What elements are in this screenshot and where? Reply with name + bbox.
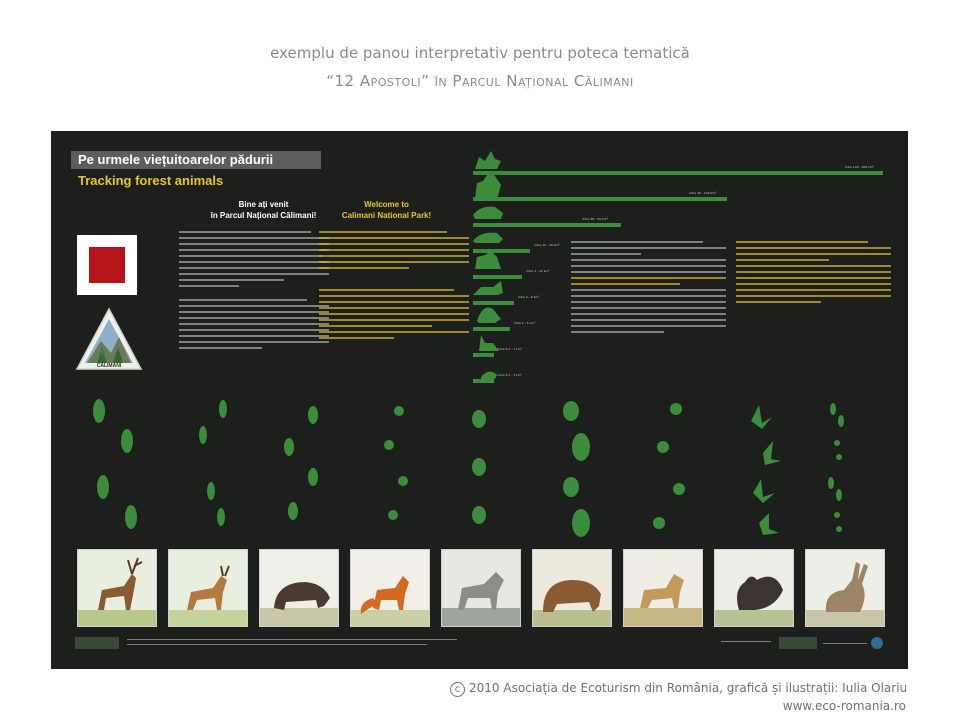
territory-bar bbox=[473, 379, 494, 383]
territory-label: între 100 - 200 km² bbox=[845, 165, 875, 169]
territory-label: între 0,5 - 1 km² bbox=[497, 373, 522, 377]
territory-label: între 2 - 6 km² bbox=[518, 295, 540, 299]
small-animal-silhouette-icon bbox=[481, 371, 497, 379]
territory-bar bbox=[473, 353, 494, 357]
territory-bar bbox=[473, 223, 621, 227]
header-line-2: “12 Apostoli” în Parcul Național Călimani bbox=[326, 72, 634, 90]
red-square-icon bbox=[89, 247, 125, 283]
illustration-fox bbox=[350, 549, 430, 627]
capercaillie-track-icon bbox=[751, 405, 781, 535]
lynx-track-icon bbox=[653, 403, 685, 529]
panel-title-en: Tracking forest animals bbox=[78, 173, 224, 188]
park-logo bbox=[75, 307, 143, 375]
illustration-bear bbox=[532, 549, 612, 627]
welcome-en-line-2: Calimani National Park! bbox=[341, 211, 432, 220]
fox-track-icon bbox=[384, 406, 408, 520]
illustration-capercaillie bbox=[714, 549, 794, 627]
wolf-track-icon bbox=[472, 410, 486, 524]
logo-text: CĂLIMANI bbox=[96, 363, 122, 369]
bear-silhouette-icon bbox=[473, 207, 503, 219]
illustration-wolf bbox=[441, 549, 521, 627]
hare-track-icon bbox=[828, 403, 844, 532]
text-column-territory-ro bbox=[571, 241, 726, 381]
territory-bar bbox=[473, 275, 522, 279]
red-deer-track-icon bbox=[93, 399, 137, 529]
capercaillie-silhouette-icon bbox=[477, 308, 501, 324]
animal-tracks bbox=[51, 391, 908, 541]
territory-bar bbox=[473, 249, 530, 253]
trail-marker bbox=[77, 235, 137, 295]
territory-bar bbox=[473, 171, 883, 175]
header-line-1: exemplu de panou interpretativ pentru poteca tematică bbox=[270, 44, 690, 62]
territory-bar bbox=[473, 197, 727, 201]
territory-label: între 30 - 50 km² bbox=[582, 217, 608, 221]
deer-silhouette-icon bbox=[475, 173, 501, 199]
globe-icon bbox=[871, 637, 883, 649]
text-column-en bbox=[319, 231, 469, 381]
hare-silhouette-icon bbox=[479, 335, 499, 351]
territory-label: între 40 - 120 km² bbox=[689, 191, 717, 195]
website-link[interactable]: www.eco-romania.ro bbox=[782, 699, 906, 713]
territory-bar bbox=[473, 301, 514, 305]
illustration-roe-deer bbox=[168, 549, 248, 627]
illustration-lynx bbox=[623, 549, 703, 627]
boar-silhouette-icon bbox=[473, 233, 503, 243]
illustration-hare bbox=[805, 549, 885, 627]
eco-logo bbox=[779, 637, 817, 649]
welcome-ro-line-1: Bine ați venit bbox=[238, 200, 289, 209]
illustration-wild-boar bbox=[259, 549, 339, 627]
copyright-text: 2010 Asociația de Ecoturism din România, grafică și ilustrații: Iulia Olariu bbox=[469, 681, 908, 695]
territory-bar bbox=[473, 327, 510, 331]
welcome-en bbox=[319, 199, 454, 221]
wolf-silhouette-icon bbox=[475, 151, 501, 169]
text-column-ro bbox=[179, 231, 329, 381]
text-column-territory-en bbox=[736, 241, 891, 381]
sponsor-logo bbox=[75, 637, 119, 649]
welcome-ro-line-2: în Parcul Național Călimani! bbox=[210, 211, 317, 220]
territory-label: între 10 - 20 km² bbox=[534, 243, 560, 247]
welcome-en-line-1: Welcome to bbox=[364, 200, 409, 209]
territory-label: între 0,5 - 1 km² bbox=[497, 347, 522, 351]
bear-track-icon bbox=[563, 401, 590, 537]
copyright-icon: c bbox=[450, 682, 465, 697]
welcome-ro bbox=[196, 199, 331, 221]
copyright bbox=[450, 681, 907, 697]
wild-boar-track-icon bbox=[284, 406, 318, 520]
fox-silhouette-icon bbox=[473, 281, 503, 295]
illustration-red-deer bbox=[77, 549, 157, 627]
interpretive-panel bbox=[51, 131, 908, 669]
panel-footer bbox=[71, 633, 888, 653]
panel-title-ro: Pe urmele viețuitoarelor pădurii bbox=[78, 152, 274, 167]
territory-label: între 3 - 10 km² bbox=[526, 269, 550, 273]
lynx-silhouette-icon bbox=[475, 251, 501, 269]
roe-deer-track-icon bbox=[199, 400, 227, 526]
territory-label: între 2 - 5 km² bbox=[513, 321, 536, 325]
